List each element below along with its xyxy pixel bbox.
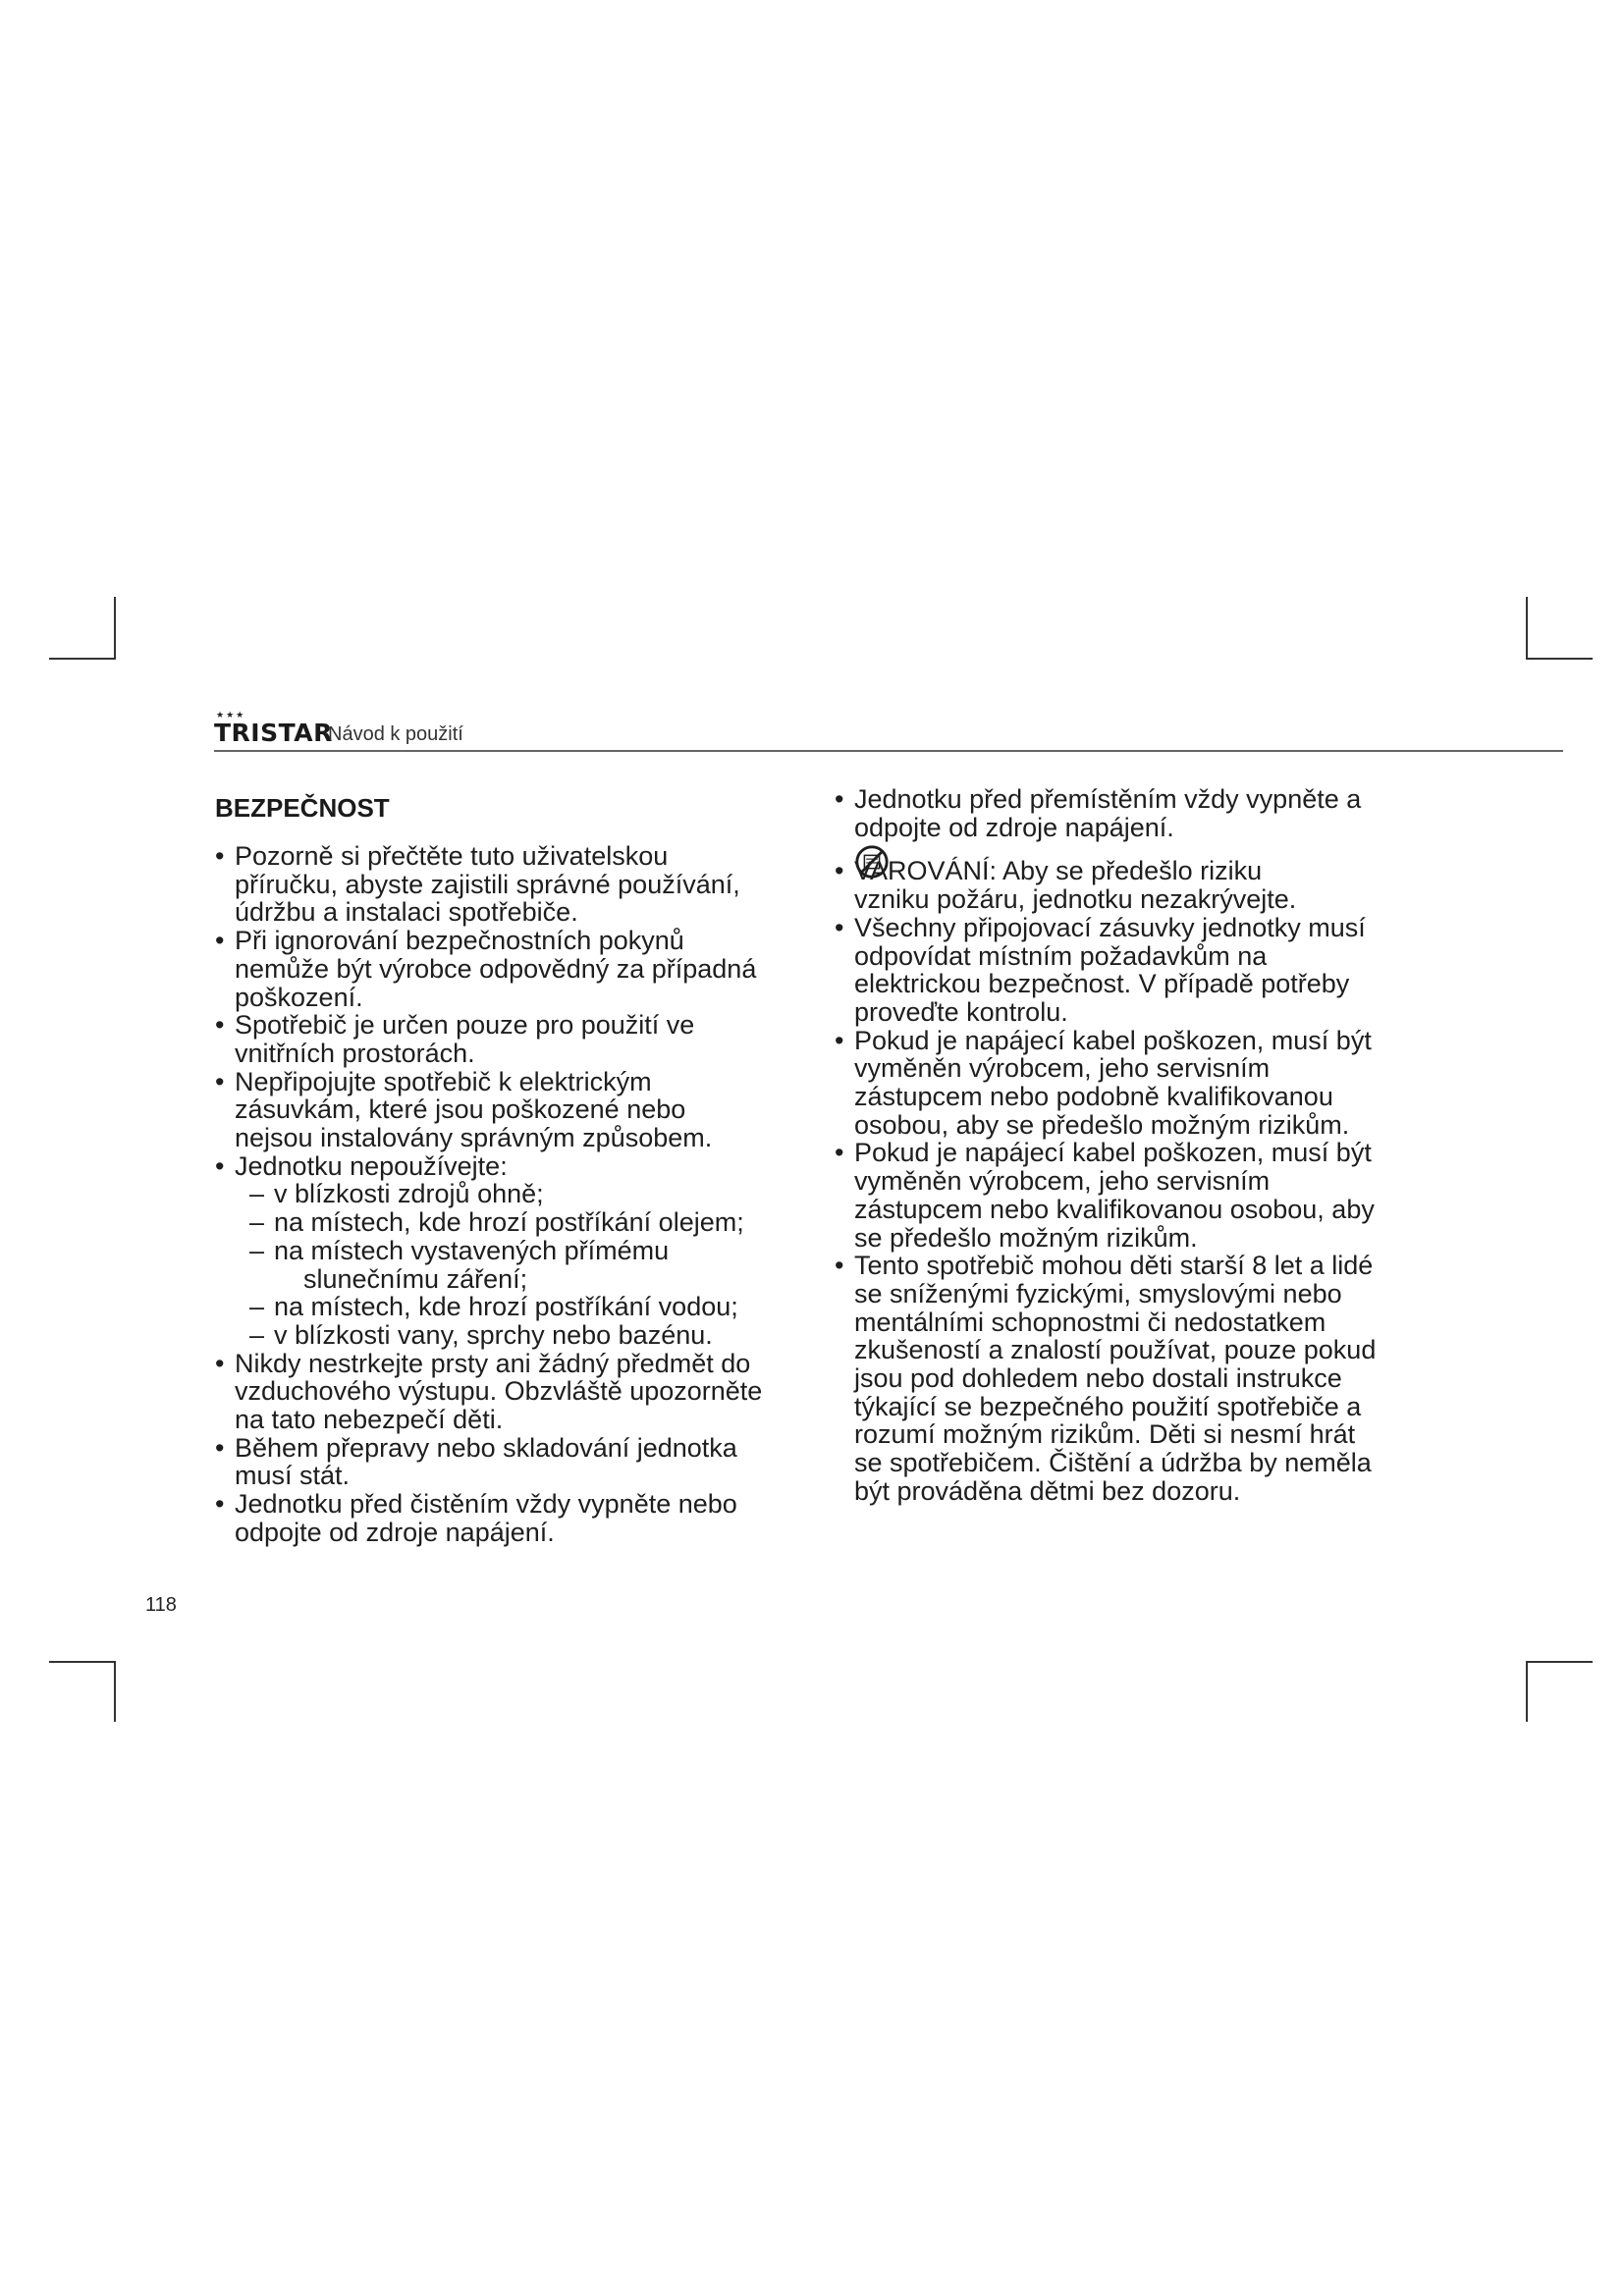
list-item xyxy=(215,1068,814,1152)
text-line: zástupcem nebo kvalifikovanou osobou, aby xyxy=(854,1194,1375,1224)
text-line: se spotřebičem. Čištění a údržba by neměla xyxy=(854,1448,1372,1478)
text-line: týkající se bezpečného použití spotřebiče a xyxy=(854,1391,1362,1421)
crop-mark xyxy=(49,658,116,660)
right-column xyxy=(835,785,1434,1506)
list-item xyxy=(835,1252,1434,1505)
sub-list-item xyxy=(215,1293,814,1321)
text-line: – na místech, kde hrozí postříkání olejem; xyxy=(274,1207,744,1238)
list-item xyxy=(215,1350,814,1434)
text-line: • Během přepravy nebo skladování jednotka xyxy=(235,1432,737,1463)
text-line: zkušeností a znalostí používat, pouze pokud xyxy=(854,1335,1377,1365)
text-line: vzniku požáru, jednotku nezakrývejte. xyxy=(854,884,1297,915)
text-line: osobou, aby se předešlo možným rizikům. xyxy=(854,1109,1350,1140)
crop-mark xyxy=(114,1661,116,1722)
crop-mark xyxy=(1526,658,1593,660)
text-line: jsou pod dohledem nebo dostali instrukce xyxy=(854,1363,1342,1394)
text-line: • Všechny připojovací zásuvky jednotky musí xyxy=(854,912,1366,942)
text-line: • Jednotku nepoužívejte: xyxy=(235,1150,508,1181)
page-header xyxy=(214,711,1542,750)
list-item xyxy=(215,842,814,927)
text-line: musí stát. xyxy=(235,1461,351,1491)
text-line: být prováděna dětmi bez dozoru. xyxy=(854,1475,1241,1506)
list-item xyxy=(835,1139,1434,1252)
text-line: odpojte od zdroje napájení. xyxy=(235,1517,555,1547)
crop-mark xyxy=(114,597,116,658)
text-line: vyměněn výrobcem, jeho servisním xyxy=(854,1053,1271,1084)
crop-mark xyxy=(49,1661,116,1663)
text-line: zásuvkám, které jsou poškozené nebo xyxy=(235,1095,686,1125)
text-line: – na místech, kde hrozí postříkání vodou; xyxy=(274,1292,738,1322)
list-item xyxy=(215,1434,814,1490)
text-line: • Pokud je napájecí kabel poškozen, musí být xyxy=(854,1025,1372,1055)
page-number: 118 xyxy=(145,1594,177,1616)
left-column xyxy=(215,842,814,1547)
logo-stars: ★★★ xyxy=(216,710,246,720)
list-item xyxy=(835,785,1434,841)
text-line: • Pozorně si přečtěte tuto uživatelskou xyxy=(235,841,669,871)
do-not-cover-icon xyxy=(853,843,891,881)
warning-list-item xyxy=(835,857,1434,913)
text-line: se předešlo možným rizikům. xyxy=(854,1222,1198,1253)
logo-wordmark: TRISTAR xyxy=(214,719,333,747)
sub-list-item xyxy=(215,1237,814,1293)
text-line: • Nepřipojujte spotřebič k elektrickým xyxy=(235,1066,652,1096)
text-line: mentálními schopnostmi či nedostatkem xyxy=(854,1307,1326,1337)
text-line: • Jednotku před přemístěním vždy vypněte a xyxy=(854,784,1362,814)
text-line: elektrickou bezpečnost. V případě potřeby xyxy=(854,969,1350,999)
text-line: odpovídat místním požadavkům na xyxy=(854,940,1268,971)
manual-title: Návod k použití xyxy=(328,723,463,745)
crop-mark xyxy=(1526,1661,1593,1663)
crop-mark xyxy=(1526,1661,1528,1722)
text-line: příručku, abyste zajistili správné používání, xyxy=(235,869,740,899)
text-line: odpojte od zdroje napájení. xyxy=(854,812,1174,842)
crop-mark xyxy=(1526,597,1528,658)
sub-list-item xyxy=(215,1321,814,1350)
list-item xyxy=(215,1490,814,1546)
text-line: vzduchového výstupu. Obzvláště upozorněte xyxy=(235,1376,763,1407)
text-line: na tato nebezpečí děti. xyxy=(235,1405,504,1435)
text-line: zástupcem nebo podobně kvalifikovanou xyxy=(854,1082,1333,1112)
text-line: vyměněn výrobcem, jeho servisním xyxy=(854,1166,1271,1197)
text-line: údržbu a instalaci spotřebiče. xyxy=(235,897,578,928)
list-item xyxy=(835,914,1434,1027)
list-item xyxy=(215,927,814,1011)
text-line: • VAROVÁNÍ: Aby se předešlo riziku xyxy=(854,856,1263,886)
text-line: slunečnímu záření; xyxy=(303,1263,528,1294)
text-line: proveďte kontrolu. xyxy=(854,996,1068,1027)
list-item xyxy=(215,1011,814,1067)
header-rule xyxy=(214,750,1563,752)
text-line: • Při ignorování bezpečnostních pokynů xyxy=(235,926,684,956)
text-line: – na místech vystavených přímému xyxy=(274,1235,670,1265)
text-line: • Jednotku před čistěním vždy vypněte nebo xyxy=(235,1489,737,1520)
text-line: • Spotřebič je určen pouze pro použití ve xyxy=(235,1010,695,1041)
list-item xyxy=(835,1027,1434,1140)
tristar-logo xyxy=(214,710,333,750)
section-heading: BEZPEČNOST xyxy=(215,793,390,823)
sub-list-item xyxy=(215,1208,814,1237)
list-item xyxy=(215,1152,814,1181)
text-line: vnitřních prostorách. xyxy=(235,1038,475,1068)
text-line: nemůže být výrobce odpovědný za případná xyxy=(235,953,757,984)
sub-list-item xyxy=(215,1180,814,1208)
text-line: poškození. xyxy=(235,982,363,1012)
text-line: – v blízkosti vany, sprchy nebo bazénu. xyxy=(274,1319,713,1350)
text-line: nejsou instalovány správným způsobem. xyxy=(235,1123,713,1153)
text-line: – v blízkosti zdrojů ohně; xyxy=(274,1179,544,1209)
text-line: se sníženými fyzickými, smyslovými nebo xyxy=(854,1278,1342,1308)
text-line: • Nikdy nestrkejte prsty ani žádný předmět do xyxy=(235,1348,751,1378)
text-line: • Tento spotřebič mohou děti starší 8 let a lidé xyxy=(854,1251,1374,1281)
text-line: • Pokud je napájecí kabel poškozen, musí být xyxy=(854,1138,1372,1168)
text-line: rozumí možným rizikům. Děti si nesmí hrát xyxy=(854,1419,1356,1450)
